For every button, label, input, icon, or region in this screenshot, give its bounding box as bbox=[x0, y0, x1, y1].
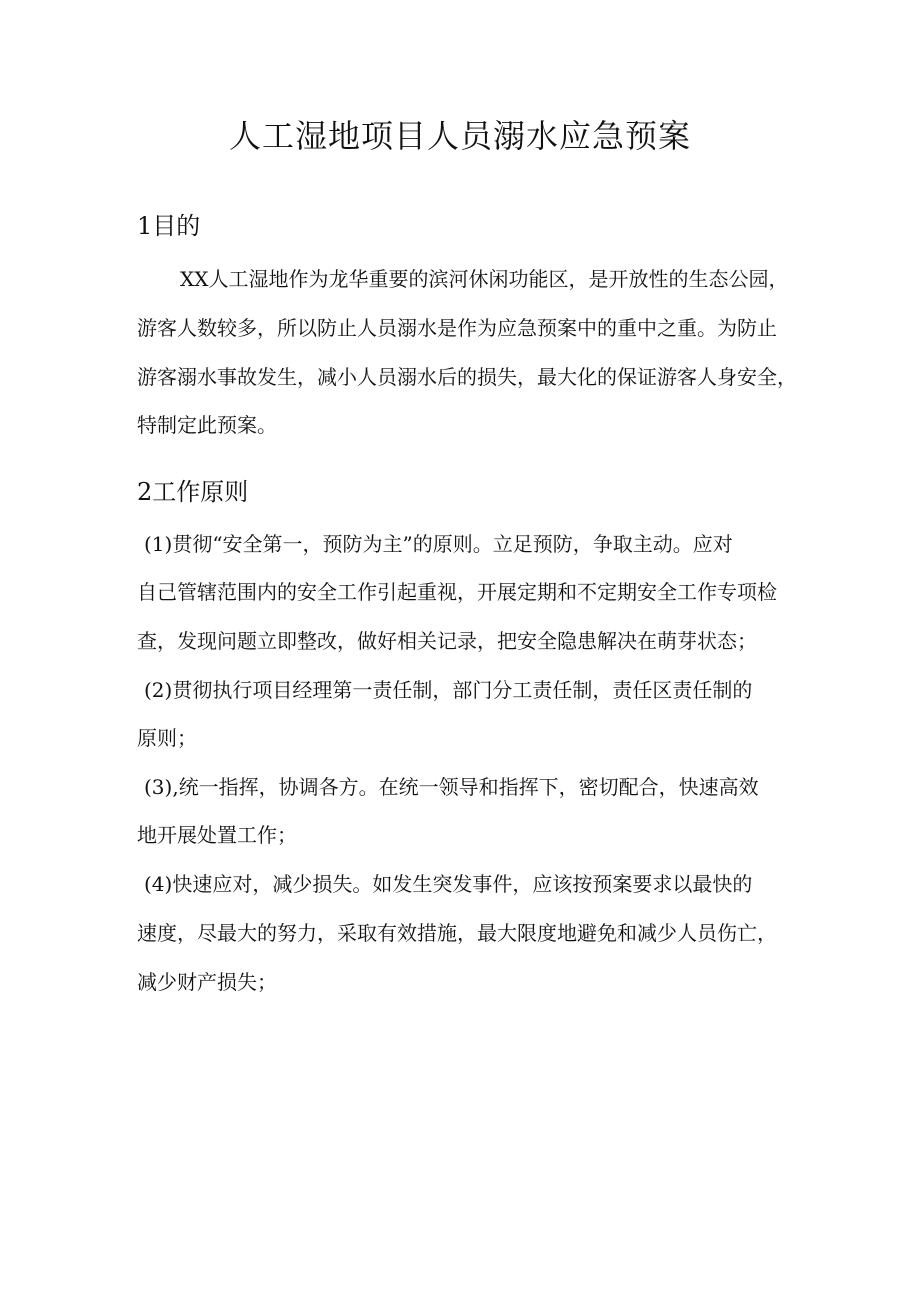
principle-item-line: 地开展处置工作； bbox=[137, 823, 297, 847]
principle-item-line: 查，发现问题立即整改，做好相关记录，把安全隐患解决在萌芽状态； bbox=[137, 629, 757, 653]
principle-item-line: (2)贯彻执行项目经理第一责任制，部门分工责任制，责任区责任制的 bbox=[144, 678, 753, 702]
purpose-paragraph-line: 游客溺水事故发生，减小人员溺水后的损失，最大化的保证游客人身安全， bbox=[137, 365, 797, 389]
purpose-paragraph-line: 游客人数较多，所以防止人员溺水是作为应急预案中的重中之重。为防止 bbox=[137, 316, 777, 340]
section-heading-principles: 2工作原则 bbox=[137, 478, 249, 506]
principle-item-line: 自己管辖范围内的安全工作引起重视，开展定期和不定期安全工作专项检 bbox=[137, 580, 777, 604]
principle-item-line: (1)贯彻“安全第一，预防为主”的原则。立足预防，争取主动。应对 bbox=[144, 532, 733, 556]
principle-item-line: 减少财产损失； bbox=[137, 970, 277, 994]
principle-item-line: 原则； bbox=[137, 726, 197, 750]
principle-item-line: 速度，尽最大的努力，采取有效措施，最大限度地避免和减少人员伤亡， bbox=[137, 921, 777, 945]
principle-item-line: (3),统一指挥，协调各方。在统一领导和指挥下，密切配合，快速高效 bbox=[144, 775, 759, 799]
purpose-paragraph-line: 特制定此预案。 bbox=[137, 413, 277, 437]
purpose-paragraph-line: XX人工湿地作为龙华重要的滨河休闲功能区，是开放性的生态公园， bbox=[180, 267, 789, 291]
page-title: 人工湿地项目人员溺水应急预案 bbox=[228, 117, 691, 155]
principle-item-line: (4)快速应对，减少损失。如发生突发事件，应该按预案要求以最快的 bbox=[144, 872, 753, 896]
section-heading-purpose: 1目的 bbox=[137, 212, 201, 240]
